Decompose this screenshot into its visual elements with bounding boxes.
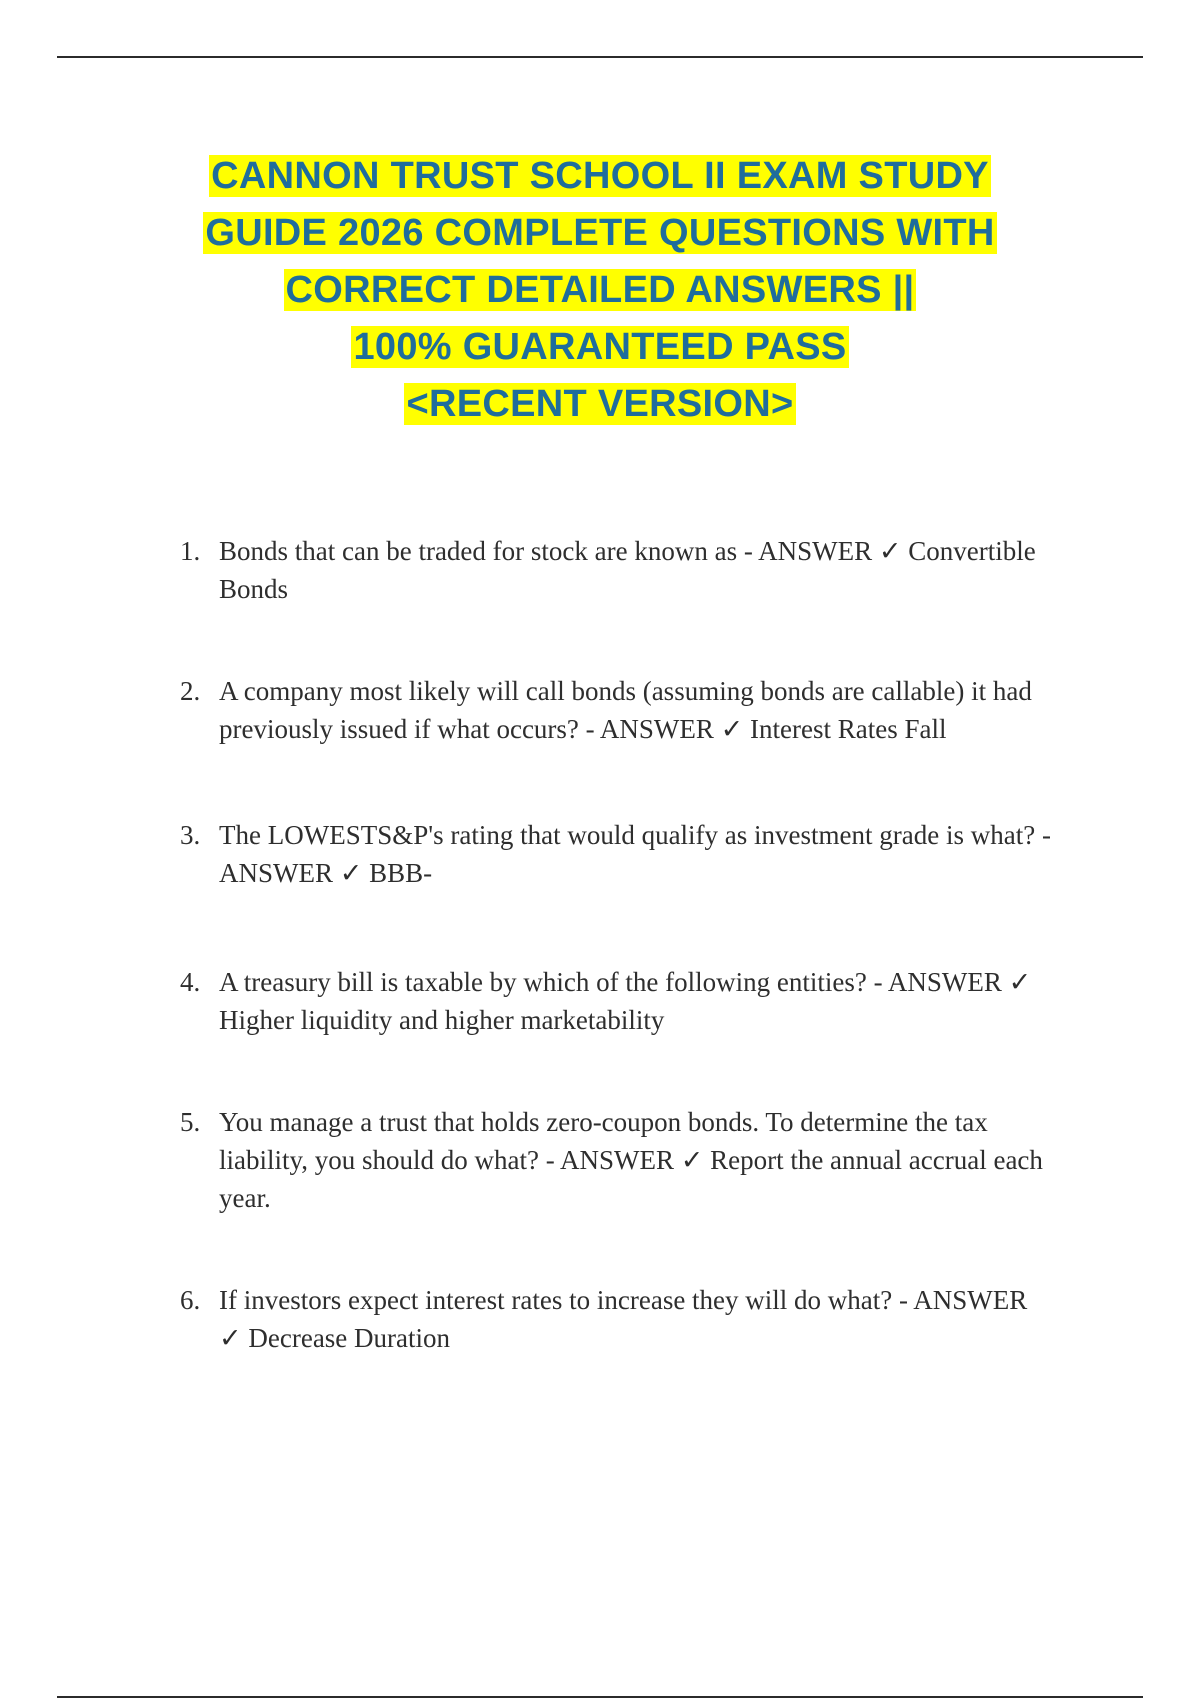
question-item-5: [180, 1103, 1119, 1217]
title-line-2: [100, 205, 1100, 262]
question-text-line: If investors expect interest rates to increase they will do what? - ANSWER: [219, 1285, 1028, 1315]
title-line-5: [100, 376, 1100, 433]
title-line-3: [100, 262, 1100, 319]
question-number: 4.: [180, 967, 201, 997]
question-text-line: A treasury bill is taxable by which of the following entities? - ANSWER ✓: [219, 967, 1032, 997]
question-number: 3.: [180, 820, 201, 850]
title-line-2-text: GUIDE 2026 COMPLETE QUESTIONS WITH: [205, 212, 995, 254]
question-text-line: year.: [219, 1183, 271, 1213]
question-number: 1.: [180, 536, 201, 566]
question-number: 5.: [180, 1107, 201, 1137]
question-item-1: [180, 532, 1119, 608]
question-text-line: A company most likely will call bonds (assuming bonds are callable) it had: [219, 676, 1032, 706]
question-item-6: [180, 1281, 1119, 1357]
question-text-line: Bonds that can be traded for stock are known as - ANSWER ✓ Convertible: [219, 536, 1036, 566]
question-item-3: [180, 816, 1119, 892]
title-line-1: [100, 148, 1100, 205]
question-number: 2.: [180, 676, 201, 706]
question-item-4: [180, 963, 1119, 1039]
question-text-line: You manage a trust that holds zero-coupon bonds. To determine the tax: [219, 1107, 988, 1137]
bottom-rule: [57, 1696, 1143, 1698]
question-text-line: Bonds: [219, 574, 289, 604]
question-text-line: ✓ Decrease Duration: [219, 1323, 451, 1353]
document-title: [100, 148, 1100, 433]
question-text-line: Higher liquidity and higher marketability: [219, 1005, 665, 1035]
top-rule: [57, 56, 1143, 58]
question-text-line: The LOWESTS&P's rating that would qualify as investment grade is what? -: [219, 820, 1051, 850]
question-number: 6.: [180, 1285, 201, 1315]
title-line-4-text: 100% GUARANTEED PASS: [353, 326, 847, 368]
question-item-2: [180, 672, 1119, 748]
question-text-line: liability, you should do what? - ANSWER ✓ Report the annual accrual each: [219, 1145, 1043, 1175]
title-line-3-text: CORRECT DETAILED ANSWERS ||: [285, 269, 915, 311]
question-text-line: previously issued if what occurs? - ANSWER ✓ Interest Rates Fall: [219, 714, 947, 744]
question-text-line: ANSWER ✓ BBB-: [219, 858, 433, 888]
title-line-1-text: CANNON TRUST SCHOOL II EXAM STUDY: [211, 155, 989, 197]
title-line-4: [100, 319, 1100, 376]
title-line-5-text: <RECENT VERSION>: [406, 383, 794, 425]
